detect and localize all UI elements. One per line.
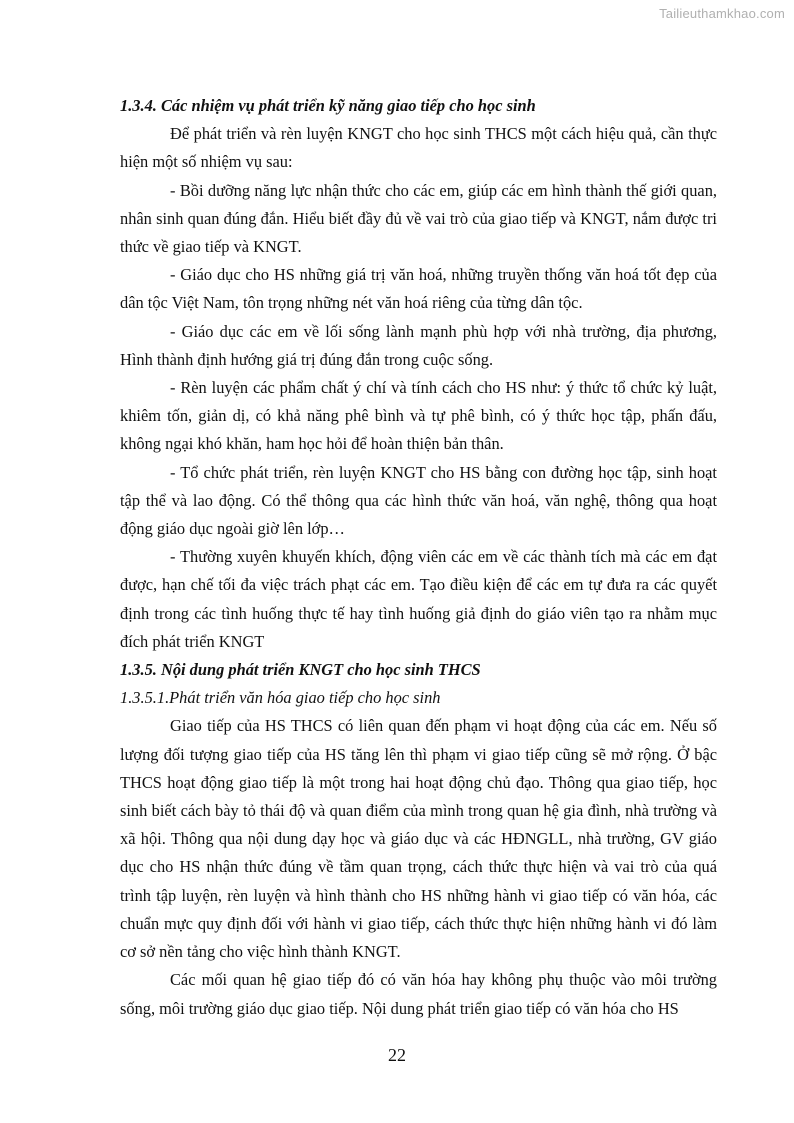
list-item: - Giáo dục các em về lối sống lành mạnh phù hợp với nhà trường, địa phương, Hình thành định hướng giá trị đúng đắn trong cuộc sống.: [120, 321, 717, 369]
body-paragraph: Giao tiếp của HS THCS có liên quan đến phạm vi hoạt động của các em. Nếu số lượng đối tượng giao tiếp của HS tăng lên thì phạm vi giao tiếp cũng sẽ mở rộng. Ở bậc THCS hoạt động giao tiếp là một trong hai hoạt động chủ đạo. Thông qua giao tiếp, học sinh biết cách bày tỏ thái độ và quan điểm của mình trong quan hệ gia đình, nhà trường và xã hội. Thông qua nội dung dạy học và giáo dục và các HĐNGLL, nhà trường, GV giáo dục cho HS nhận thức đúng về tầm quan trọng, cách thức thực hiện và vai trò của quá trình tập luyện, rèn luyện và hình thành cho HS những hành vi giao tiếp có văn hóa, các chuẩn mực quy định đối với hành vi giao tiếp, cách thức thực hiện những hành vi đó làm cơ sở nền tảng cho việc hình thành KNGT.: [120, 716, 717, 962]
list-item: - Tổ chức phát triển, rèn luyện KNGT cho HS bằng con đường học tập, sinh hoạt tập thể và lao động. Có thể thông qua các hình thức văn hoá, văn nghệ, thông qua hoạt động giáo dục ngoài giờ lên lớp…: [120, 462, 717, 539]
section-heading-1-3-5: 1.3.5. Nội dung phát triển KNGT cho học sinh THCS: [120, 660, 481, 680]
section-intro: Để phát triển và rèn luyện KNGT cho học sinh THCS một cách hiệu quả, cần thực hiện một số nhiệm vụ sau:: [120, 124, 717, 172]
list-item: - Giáo dục cho HS những giá trị văn hoá, những truyền thống văn hoá tốt đẹp của dân tộc Việt Nam, tôn trọng những nét văn hoá riêng của từng dân tộc.: [120, 265, 717, 313]
list-item: - Thường xuyên khuyến khích, động viên các em về các thành tích mà các em đạt được, hạn chế tối đa việc trách phạt các em. Tạo điều kiện để các em tự đưa ra các quyết định trong các tình huống thực tế hay tình huống giả định do giáo viên tạo ra nhằm mục đích phát triển KNGT: [120, 547, 717, 651]
watermark-text: Tailieuthamkhao.com: [659, 6, 785, 21]
subsection-heading-1-3-5-1: 1.3.5.1.Phát triển văn hóa giao tiếp cho học sinh: [120, 688, 441, 708]
list-item: - Bồi dưỡng năng lực nhận thức cho các em, giúp các em hình thành thế giới quan, nhân sinh quan đúng đắn. Hiểu biết đầy đủ về vai trò của giao tiếp và KNGT, nắm được tri thức về giao tiếp và KNGT.: [120, 180, 717, 257]
document-body: [120, 92, 717, 1023]
page-number: 22: [388, 1045, 406, 1065]
list-item: - Rèn luyện các phẩm chất ý chí và tính cách cho HS như: ý thức tổ chức kỷ luật, khiêm tốn, giản dị, có khả năng phê bình và tự phê bình, có ý thức học tập, phấn đấu, không ngại khó khăn, ham học hỏi để hoàn thiện bản thân.: [120, 378, 717, 454]
section-heading-1-3-4: 1.3.4. Các nhiệm vụ phát triển kỹ năng giao tiếp cho học sinh: [120, 96, 536, 115]
body-paragraph: Các mối quan hệ giao tiếp đó có văn hóa hay không phụ thuộc vào môi trường sống, môi trường giáo dục giao tiếp. Nội dung phát triển giao tiếp có văn hóa cho HS: [120, 970, 717, 1018]
